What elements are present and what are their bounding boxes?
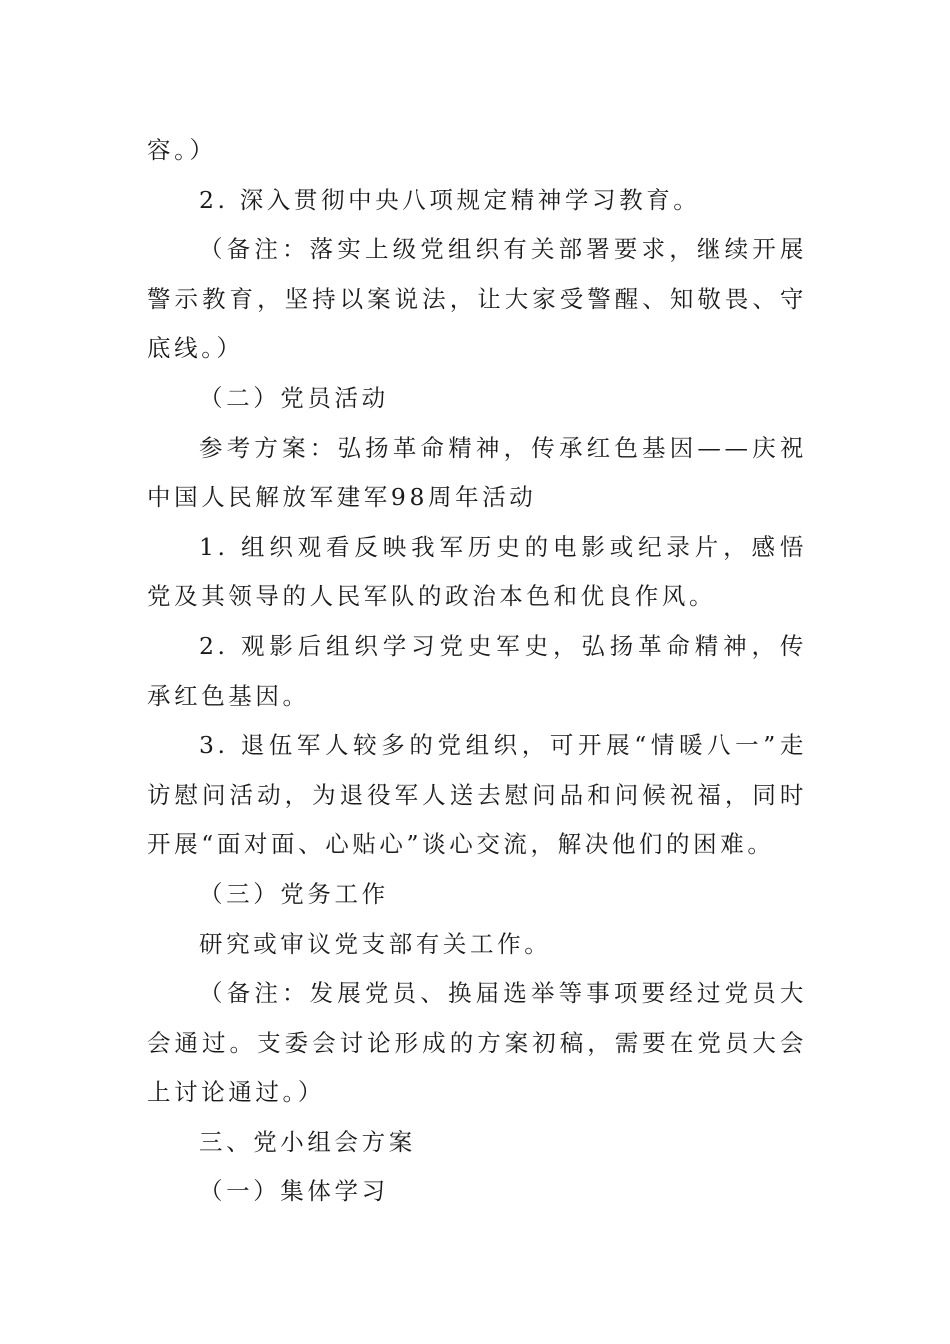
- document-body: [147, 126, 807, 1217]
- paragraph-activity-3: 3. 退伍军人较多的党组织，可开展“情暖八一”走访慰问活动，为退役军人送去慰问品和问候祝福，同时开展“面对面、心贴心”谈心交流，解决他们的困难。: [147, 731, 807, 859]
- paragraph-note-warning-education: （备注：落实上级党组织有关部署要求，继续开展警示教育，坚持以案说法，让大家受警醒、知敬畏、守底线。）: [147, 235, 807, 363]
- section-heading-group-meeting: 三、党小组会方案: [199, 1127, 416, 1156]
- paragraph-reference-plan: 参考方案：弘扬革命精神，传承红色基因——庆祝中国人民解放军建军98周年活动: [147, 433, 807, 512]
- paragraph-study-work: 研究或审议党支部有关工作。: [199, 929, 552, 958]
- paragraph-activity-1: 1. 组织观看反映我军历史的电影或纪录片，感悟党及其领导的人民军队的政治本色和优良作风。: [147, 532, 807, 611]
- paragraph-continuation: 容。）: [147, 136, 217, 164]
- section-heading-party-activity: （二）党员活动: [199, 383, 389, 412]
- paragraph-note-party-congress: （备注：发展党员、换届选举等事项要经过党员大会通过。支委会讨论形成的方案初稿，需要在党员大会上讨论通过。）: [147, 979, 807, 1107]
- paragraph-item-2: 2. 深入贯彻中央八项规定精神学习教育。: [199, 185, 701, 214]
- section-heading-party-affairs: （三）党务工作: [199, 879, 389, 908]
- section-heading-collective-study: （一）集体学习: [199, 1177, 389, 1206]
- paragraph-activity-2: 2. 观影后组织学习党史军史，弘扬革命精神，传承红色基因。: [147, 631, 807, 710]
